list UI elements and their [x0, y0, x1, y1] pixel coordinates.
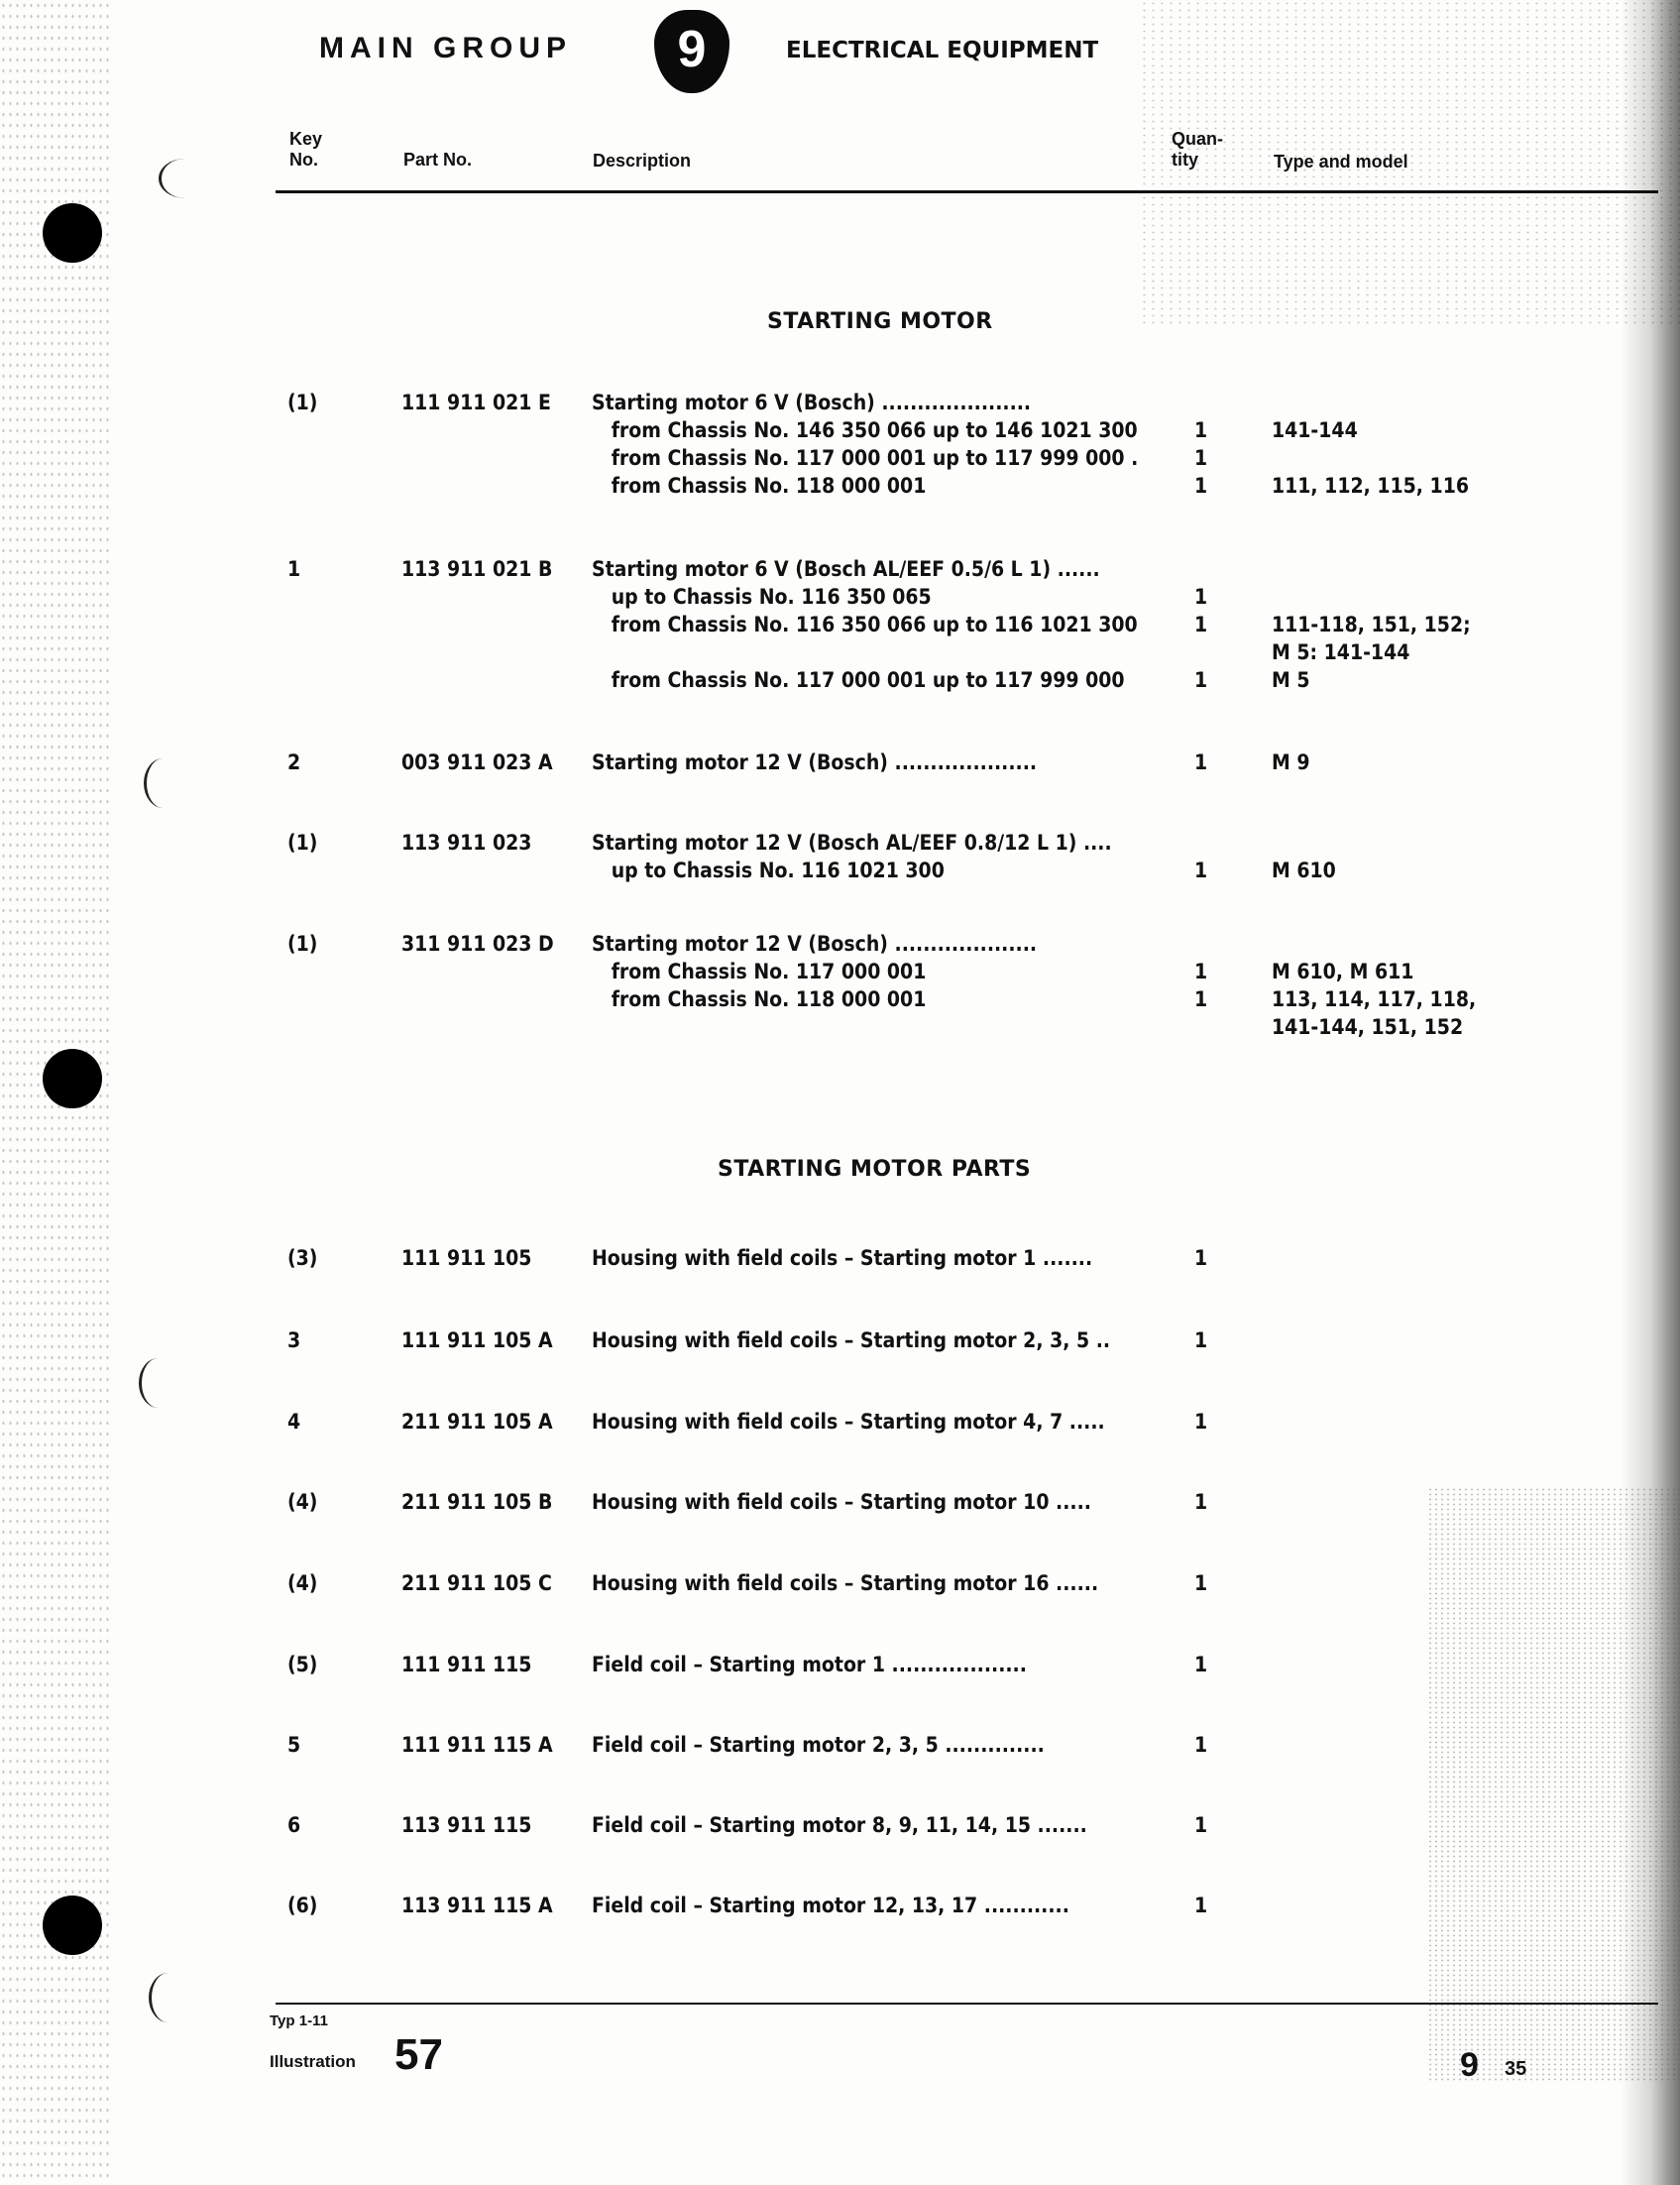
part-no-cell: 111 911 105: [401, 1246, 532, 1270]
page-number: 9: [1460, 2046, 1479, 2084]
quantity-cell: 1: [1194, 1328, 1208, 1352]
quantity-cell: 1: [1194, 1733, 1208, 1757]
description-cell: Starting motor 12 V (Bosch) ....................: [592, 932, 1038, 956]
description-cell: Housing with field coils – Starting motor 2, 3, 5 ..: [592, 1328, 1111, 1352]
main-group-label: MAIN GROUP: [319, 32, 572, 64]
key-no-cell: (1): [287, 391, 318, 414]
description-cell: from Chassis No. 146 350 066 up to 146 1021 300: [592, 418, 1138, 442]
key-no-cell: 1: [287, 557, 301, 581]
description-cell: Housing with field coils – Starting motor 16 ......: [592, 1571, 1099, 1595]
key-no-cell: (4): [287, 1490, 318, 1514]
footer-rule: [276, 2003, 1658, 2005]
column-header-quantity: [1172, 129, 1223, 171]
scan-noise-bottom-right: [1427, 1487, 1680, 2082]
type-model-cell: 111-118, 151, 152;: [1272, 613, 1471, 636]
type-model-cell: M 610: [1272, 859, 1336, 882]
page-title: ELECTRICAL EQUIPMENT: [786, 38, 1099, 63]
part-no-cell: 211 911 105 C: [401, 1571, 552, 1595]
binder-hole-top: [43, 203, 102, 263]
description-cell: up to Chassis No. 116 1021 300: [592, 859, 945, 882]
type-model-cell: M 610, M 611: [1272, 960, 1414, 983]
quantity-cell: 1: [1194, 859, 1208, 882]
description-cell: Housing with field coils – Starting motor 10 .....: [592, 1490, 1091, 1514]
key-no-cell: (1): [287, 831, 318, 855]
description-cell: from Chassis No. 117 000 001: [592, 960, 927, 983]
type-range-label: Typ 1-11: [270, 2012, 328, 2029]
key-no-cell: 6: [287, 1813, 301, 1837]
punch-mark: [149, 1973, 187, 2022]
section-title-starting-motor-parts: STARTING MOTOR PARTS: [718, 1157, 1032, 1182]
part-no-cell: 111 911 115 A: [401, 1733, 553, 1757]
binder-hole-middle: [43, 1049, 102, 1108]
type-model-cell: M 5: 141-144: [1272, 640, 1410, 664]
column-header-key-no: [289, 129, 322, 171]
description-cell: Starting motor 12 V (Bosch) ....................: [592, 750, 1038, 774]
quantity-cell: 1: [1194, 446, 1208, 470]
qty-header-line2: tity: [1172, 150, 1198, 170]
quantity-cell: 1: [1194, 1894, 1208, 1917]
punch-mark: [139, 1358, 177, 1408]
description-cell: Starting motor 6 V (Bosch AL/EEF 0.5/6 L 1) ......: [592, 557, 1100, 581]
key-no-cell: (6): [287, 1894, 318, 1917]
key-no-cell: (1): [287, 932, 318, 956]
quantity-cell: 1: [1194, 987, 1208, 1011]
key-no-cell: (3): [287, 1246, 318, 1270]
part-no-cell: 113 911 115 A: [401, 1894, 553, 1917]
type-model-cell: 141-144: [1272, 418, 1358, 442]
page-sub-number: 35: [1505, 2058, 1527, 2080]
part-no-cell: 113 911 115: [401, 1813, 532, 1837]
group-number: 9: [677, 21, 707, 78]
quantity-cell: 1: [1194, 1571, 1208, 1595]
description-cell: Starting motor 12 V (Bosch AL/EEF 0.8/12 L 1) ....: [592, 831, 1112, 855]
description-cell: Field coil – Starting motor 12, 13, 17 ............: [592, 1894, 1069, 1917]
description-cell: up to Chassis No. 116 350 065: [592, 585, 932, 609]
quantity-cell: 1: [1194, 613, 1208, 636]
quantity-cell: 1: [1194, 1490, 1208, 1514]
description-cell: from Chassis No. 118 000 001: [592, 474, 927, 498]
part-no-cell: 113 911 023: [401, 831, 532, 855]
key-no-cell: 3: [287, 1328, 301, 1352]
key-no-cell: (4): [287, 1571, 318, 1595]
column-header-part-no: Part No.: [403, 150, 473, 170]
key-no-cell: 5: [287, 1733, 301, 1757]
description-cell: Field coil – Starting motor 2, 3, 5 ..............: [592, 1733, 1045, 1757]
quantity-cell: 1: [1194, 418, 1208, 442]
description-cell: Housing with field coils – Starting motor 1 .......: [592, 1246, 1093, 1270]
punch-mark: [144, 758, 182, 808]
part-no-cell: 003 911 023 A: [401, 750, 553, 774]
part-no-cell: 211 911 105 B: [401, 1490, 553, 1514]
description-cell: Field coil – Starting motor 8, 9, 11, 14, 15 .......: [592, 1813, 1087, 1837]
description-cell: from Chassis No. 116 350 066 up to 116 1021 300: [592, 613, 1138, 636]
column-header-type: Type and model: [1274, 152, 1408, 172]
illustration-label: Illustration: [270, 2052, 356, 2071]
part-no-cell: 211 911 105 A: [401, 1410, 553, 1434]
key-header-line2: No.: [289, 150, 318, 170]
quantity-cell: 1: [1194, 1410, 1208, 1434]
punch-mark: [159, 159, 211, 198]
type-model-cell: 113, 114, 117, 118,: [1272, 987, 1477, 1011]
description-cell: Starting motor 6 V (Bosch) .....................: [592, 391, 1032, 414]
key-no-cell: 4: [287, 1410, 301, 1434]
key-no-cell: 2: [287, 750, 301, 774]
quantity-cell: 1: [1194, 1813, 1208, 1837]
quantity-cell: 1: [1194, 668, 1208, 692]
description-cell: from Chassis No. 117 000 001 up to 117 999 000: [592, 668, 1125, 692]
column-header-description: Description: [593, 151, 692, 171]
description-cell: from Chassis No. 117 000 001 up to 117 999 000 .: [592, 446, 1139, 470]
description-cell: Field coil – Starting motor 1 ...................: [592, 1653, 1027, 1676]
type-model-cell: 141-144, 151, 152: [1272, 1015, 1464, 1039]
key-no-cell: (5): [287, 1653, 318, 1676]
qty-header-line1: Quan-: [1172, 129, 1223, 149]
quantity-cell: 1: [1194, 474, 1208, 498]
type-model-cell: M 9: [1272, 750, 1310, 774]
description-cell: Housing with field coils – Starting motor 4, 7 .....: [592, 1410, 1105, 1434]
type-model-cell: M 5: [1272, 668, 1310, 692]
quantity-cell: 1: [1194, 1653, 1208, 1676]
description-cell: from Chassis No. 118 000 001: [592, 987, 927, 1011]
header-rule: [276, 190, 1658, 193]
quantity-cell: 1: [1194, 585, 1208, 609]
part-no-cell: 111 911 105 A: [401, 1328, 553, 1352]
part-no-cell: 111 911 021 E: [401, 391, 551, 414]
quantity-cell: 1: [1194, 750, 1208, 774]
part-no-cell: 311 911 023 D: [401, 932, 554, 956]
part-no-cell: 113 911 021 B: [401, 557, 553, 581]
binder-hole-bottom: [43, 1896, 102, 1955]
type-model-cell: 111, 112, 115, 116: [1272, 474, 1469, 498]
illustration-number: 57: [394, 2030, 443, 2079]
quantity-cell: 1: [1194, 960, 1208, 983]
section-title-starting-motor: STARTING MOTOR: [767, 309, 993, 334]
quantity-cell: 1: [1194, 1246, 1208, 1270]
key-header-line1: Key: [289, 129, 323, 149]
group-number-badge: [654, 10, 729, 93]
part-no-cell: 111 911 115: [401, 1653, 532, 1676]
